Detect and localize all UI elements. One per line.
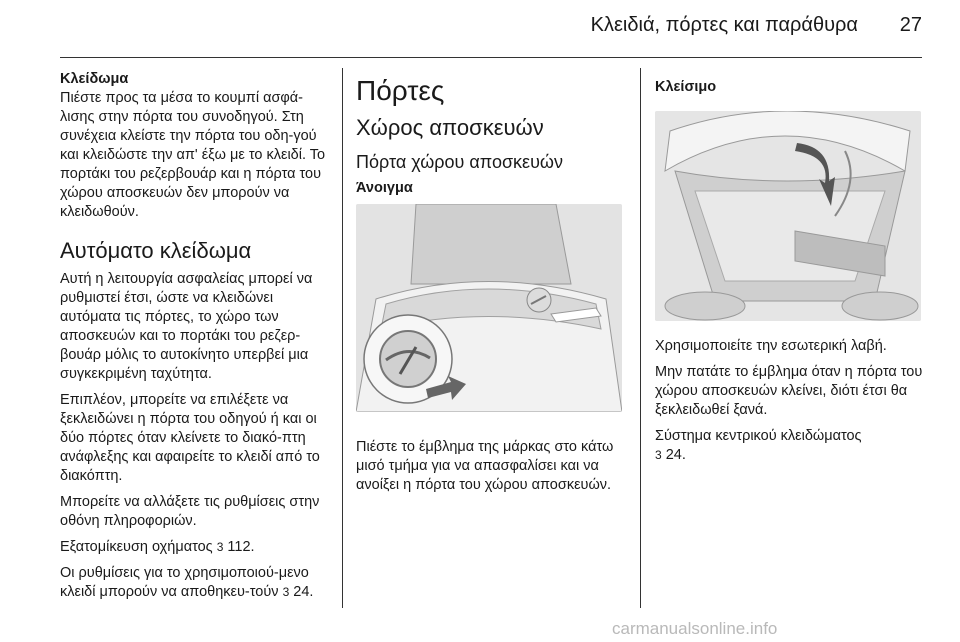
figure-caption: Πιέστε το έμβλημα της μάρκας στο κάτω μισό τμήμα για να απασφαλίσει και να ανοίξει η πόρτα του χώρου αποσκευών. <box>356 439 614 493</box>
paragraph-auto-3: Μπορείτε να αλλάξετε τις ρυθμίσεις στην οθόνη πληροφοριών. <box>60 494 320 529</box>
column-divider-1 <box>342 68 343 608</box>
column-2 <box>356 70 626 502</box>
chapter-title: Πόρτες <box>356 75 445 106</box>
reference-arrow-icon: 3 <box>216 540 224 554</box>
page-number: 27 <box>899 14 922 36</box>
header-rule <box>60 57 922 58</box>
column-divider-2 <box>640 68 641 608</box>
section-title: Χώρος αποσκευών <box>356 115 544 140</box>
column-3 <box>655 70 923 472</box>
paragraph-closing-2: Μην πατάτε το έμβλημα όταν η πόρτα του χώρου αποσκευών κλείνει, διότι έτσι θα ξεκλειδωθεί ξανά. <box>655 364 923 418</box>
running-header-title: Κλειδιά, πόρτες και παράθυρα <box>590 14 858 36</box>
tailgate-emblem-illustration <box>356 204 622 412</box>
column-1 <box>60 70 326 609</box>
subhead-locking: Κλείδωμα <box>60 71 129 87</box>
subhead-closing: Κλείσιμο <box>655 79 717 95</box>
paragraph-auto-1: Αυτή η λειτουργία ασφαλείας μπορεί να ρυθμιστεί έτσι, ώστε να κλειδώνει αυτόματα τις πόρτες, το χώρο των αποσκευών και το πορτάκι του ρεζερ-βουάρ μόλις το αυτοκίνητο υπερβεί μια συγκεκριμένη ταχύτητα. <box>60 271 313 382</box>
reference-arrow-icon: 3 <box>655 448 662 462</box>
heading-automatic-locking: Αυτόματο κλείδωμα <box>60 238 252 263</box>
subhead-opening: Άνοιγμα <box>356 180 413 196</box>
page-reference-link[interactable]: 24. <box>293 584 314 600</box>
paragraph-closing-ref <box>655 446 923 465</box>
paragraph-auto-2: Επιπλέον, μπορείτε να επιλέξετε να ξεκλειδώνει η πόρτα του οδηγού ή και οι δύο πόρτες όταν κλείνετε το διακό-πτη ανάφλεξης και αφαιρείτε το κλειδί από το διακόπτη. <box>60 392 320 484</box>
paragraph-locking: Πιέστε προς τα μέσα το κουμπί ασφά-λισης στην πόρτα του συνοδηγού. Στη συνέχεια κλείστε την πόρτα του οδη-γού και κλειδώστε την απ' έξω με το κλειδί. Το πορτάκι του ρεζερβουάρ και η πόρτα του χώρου αποσκευών δεν μπορούν να κλειδωθούν. <box>60 90 326 220</box>
page-reference-link[interactable]: 112. <box>227 539 255 555</box>
paragraph-personalization: Εξατομίκευση οχήματος 3 112. <box>60 539 255 555</box>
tailgate-closing-illustration <box>655 111 921 321</box>
paragraph-closing-3: Σύστημα κεντρικού κλειδώματος <box>655 428 862 444</box>
watermark: carmanualsonline.info <box>612 619 778 638</box>
page-reference-link[interactable]: 24. <box>665 447 686 463</box>
paragraph-closing-1: Χρησιμοποιείτε την εσωτερική λαβή. <box>655 338 887 354</box>
paragraph-key-settings: Οι ρυθμίσεις για το χρησιμοποιού-μενο κλειδί μπορούν να αποθηκευ-τούν 3 24. <box>60 565 314 600</box>
subsection-title: Πόρτα χώρου αποσκευών <box>356 152 563 172</box>
reference-arrow-icon: 3 <box>282 585 290 599</box>
